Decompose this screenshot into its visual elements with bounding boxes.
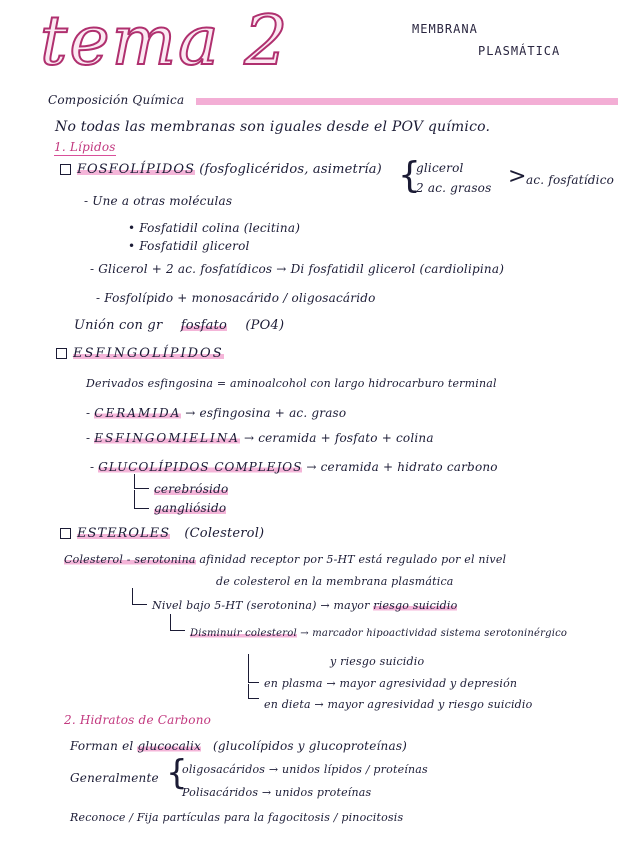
brace-icon: { xyxy=(166,753,188,793)
hidratos-brace-2: Polisacáridos → unidos proteínas xyxy=(182,786,372,799)
brace-icon: { xyxy=(398,155,421,196)
hidratos-line-1-c: (glucolípidos y glucoproteínas) xyxy=(213,739,408,753)
glucolipidos-row: - GLUCOLÍPIDOS COMPLEJOS → ceramida + hidrato carbono xyxy=(90,460,498,474)
esteroles-desc: (Colesterol) xyxy=(184,526,265,541)
esteroles-title: ESTEROLES xyxy=(77,526,171,541)
sub-arrow-icon xyxy=(132,588,147,605)
glucolipidos-rest: → ceramida + hidrato carbono xyxy=(306,460,498,474)
esfingomielina-row: - ESFINGOMIELINA → ceramida + fosfato + colina xyxy=(86,431,434,445)
esteroles-line-1-b: afinidad receptor por 5-HT está regulado por el nivel xyxy=(199,553,507,566)
sub-arrow-icon xyxy=(248,684,259,699)
fosfo-line-4-a: Unión con gr xyxy=(74,318,163,333)
fosfo-line-4 xyxy=(74,318,284,334)
esteroles-line-2: de colesterol en la membrana plasmática xyxy=(216,575,454,588)
glucolipidos-sub-1: cerebrósido xyxy=(154,482,229,496)
fosfo-brace-item-2: 2 ac. grasos xyxy=(416,181,492,195)
hidratos-line-1 xyxy=(70,738,407,754)
glucolipidos-label: GLUCOLÍPIDOS COMPLEJOS xyxy=(98,460,303,474)
esteroles-line-4-b: → marcador hipoactividad sistema serotoninérgico xyxy=(300,628,568,639)
fosfo-item-2: • Fosfatidil glicerol xyxy=(128,239,250,253)
ceramida-rest: → esfingosina + ac. graso xyxy=(185,406,347,420)
esteroles-line-7: en dieta → mayor agresividad y riesgo suicidio xyxy=(264,698,533,711)
subtitle-line-1: MEMBRANA xyxy=(412,22,478,36)
subtitle-line-2: PLASMÁTICA xyxy=(478,44,561,58)
glucolipidos-sub-2: gangliósido xyxy=(154,501,227,515)
esteroles-line-3-b: riesgo suicidio xyxy=(373,599,458,612)
page-title: tema 2 xyxy=(40,2,290,81)
esteroles-line-3-a: Nivel bajo 5-HT (serotonina) → mayor xyxy=(152,599,370,612)
checkbox-icon xyxy=(56,348,67,359)
esfingomielina-label: ESFINGOMIELINA xyxy=(94,431,240,445)
fosfo-line-1: - Une a otras moléculas xyxy=(84,194,233,208)
esteroles-line-3 xyxy=(152,598,457,614)
esteroles-line-4 xyxy=(190,626,567,642)
esfingo-line-1: Derivados esfingosina = aminoalcohol con largo hidrocarburo terminal xyxy=(86,377,497,390)
sub-arrow-icon xyxy=(134,490,149,509)
fosfo-line-4-b: fosfato xyxy=(180,318,228,333)
sub-arrow-icon xyxy=(134,474,149,489)
hidratos-brace-1: oligosacáridos → unidos lípidos / proteínas xyxy=(182,763,428,776)
fosfo-line-3: - Fosfolípido + monosacárido / oligosacárido xyxy=(96,291,376,305)
fosfo-item-1: • Fosfatidil colina (lecitina) xyxy=(128,221,301,235)
fosfolipidos-title: FOSFOLÍPIDOS xyxy=(77,162,195,177)
fosfo-brace-item-1: glicerol xyxy=(416,161,464,175)
esteroles-line-1-a: Colesterol - serotonina xyxy=(64,553,196,566)
esteroles-line-5: y riesgo suicidio xyxy=(330,655,425,668)
intro-text: No todas las membranas son iguales desde el POV químico. xyxy=(55,119,491,135)
esteroles-line-4-a: Disminuir colesterol xyxy=(190,628,297,639)
hidratos-line-1-b: glucocalix xyxy=(137,739,201,753)
hidratos-last-line: Reconoce / Fija partículas para la fagocitosis / pinocitosis xyxy=(70,811,404,824)
ceramida-row: - CERAMIDA → esfingosina + ac. graso xyxy=(86,406,347,420)
checkbox-icon xyxy=(60,528,71,539)
esteroles-line-1 xyxy=(64,552,506,568)
fosfo-line-4-c: (PO4) xyxy=(245,318,285,333)
checkbox-icon xyxy=(60,164,71,175)
fosfolipidos-desc: (fosfoglicéridos, asimetría) xyxy=(199,162,382,177)
heading-highlight-bar xyxy=(196,98,618,105)
sub-arrow-icon xyxy=(170,614,185,631)
fosfo-line-2: - Glicerol + 2 ac. fosfatídicos → Di fosfatidil glicerol (cardiolipina) xyxy=(90,262,505,276)
esteroles-row xyxy=(60,526,264,542)
heading-lipidos: 1. Lípidos xyxy=(54,140,116,154)
esfingomielina-rest: → ceramida + fosfato + colina xyxy=(243,431,434,445)
sub-arrow-icon xyxy=(248,654,259,683)
fosfo-result: ac. fosfatídico xyxy=(526,173,615,187)
esfingolipidos-row xyxy=(56,346,224,362)
fosfolipidos-row xyxy=(60,162,382,178)
chevron-right-icon: > xyxy=(508,164,527,189)
hidratos-line-1-a: Forman el xyxy=(70,739,134,753)
section-heading-composicion: Composición Química xyxy=(48,93,185,107)
ceramida-label: CERAMIDA xyxy=(94,406,182,420)
esfingolipidos-title: ESFINGOLÍPIDOS xyxy=(73,346,224,361)
heading-hidratos: 2. Hidratos de Carbono xyxy=(64,713,212,727)
hidratos-generalmente: Generalmente xyxy=(70,771,159,785)
esteroles-line-6: en plasma → mayor agresividad y depresión xyxy=(264,677,518,690)
